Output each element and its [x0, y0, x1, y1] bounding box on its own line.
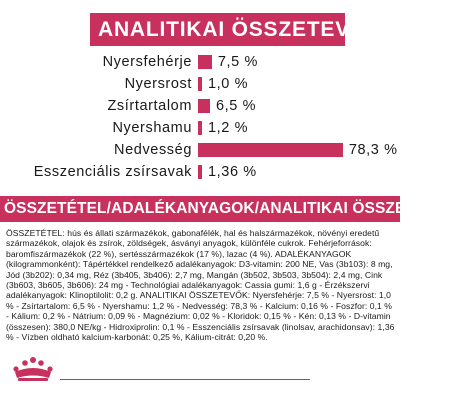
bar-fill	[198, 165, 202, 179]
bar-label: Nyersfehérje	[102, 54, 192, 70]
bar-label: Nyershamu	[112, 120, 192, 136]
bar-fill	[198, 77, 202, 91]
composition-paragraph: ÖSSZETÉTEL: hús és állati származékok, gabonafélék, hal és halszármazékok, növényi eredetű származékok, olajok és zsírok, zöldségek, ásványi anyagok, különféle cukrok. Fehérjeforrások: baromfiszármazékok (22 %), sertésszármazékok (17 %), lazac (4 %). ADALÉKANYAGOK (kilogrammonként): Tápértékkel rendelkező adalékanyagok: D3-vitamin: 200 NE, Vas (3b103): 8 mg, Jód (3b202): 0,34 mg, Réz (3b405, 3b406): 2,7 mg, Mangán (3b502, 3b503, 3b504): 2,4 mg, Cink (3b603, 3b605, 3b606): 24 mg - Technológiai adalékanyagok: Cassia gumi: 1,6 g - Érzékszervi adalékanyagok: Klinoptilolit: 0,2 g. ANALITIKAI ÖSSZETEVŐK: Nyersfehérje: 7,5 % - Nyersrost: 1,0 % - Zsírtartalom: 6,5 % - Nyershamu: 1,2 % - Nedvesség: 78,3 % - Kalcium: 0,16 % - Foszfor: 0,1 % - Kálium: 0,2 % - Nátrium: 0,09 % - Magnézium: 0,02 % - Kloridok: 0,15 % - Kén: 0,13 % - D-vitamin (összesen): 380,0 NE/kg - Hidroxiprolin: 0,1 % - Esszenciális zsírsavak (linolsav, arachidonsav): 1,36 % - Vízben oldható kalcium-karbonát: 0,25 %, Kálium-citrát: 0,20 %.	[6, 228, 395, 343]
bar-value: 78,3 %	[348, 142, 398, 158]
composition-text	[6, 228, 396, 342]
bar-value: 7,5 %	[217, 54, 258, 70]
bar-value: 1,2 %	[208, 120, 249, 136]
bar-row-fiber	[0, 74, 400, 94]
brand-footer	[10, 354, 310, 386]
crown-logo-icon	[10, 356, 56, 382]
bar-label: Nyersrost	[124, 76, 192, 92]
bar-fill	[198, 143, 343, 157]
bar-label: Nedvesség	[114, 142, 192, 158]
composition-header: ÖSSZETÉTEL/ADALÉKANYAGOK/ANALITIKAI ÖSSZETEVŐK	[0, 196, 400, 222]
bar-row-fatty-acids	[0, 162, 400, 182]
analytics-bar-chart	[0, 48, 400, 183]
bar-fill	[198, 55, 212, 69]
bar-label: Esszenciális zsírsavak	[33, 164, 192, 180]
bar-value: 6,5 %	[216, 98, 257, 114]
bar-fill	[198, 99, 210, 113]
bar-row-moisture	[0, 140, 400, 160]
bar-row-fat	[0, 96, 400, 116]
bar-row-protein	[0, 52, 400, 72]
bar-label: Zsírtartalom	[107, 98, 192, 114]
bar-value: 1,0 %	[208, 76, 249, 92]
bar-row-ash	[0, 118, 400, 138]
bar-fill	[198, 121, 202, 135]
footer-divider	[60, 379, 310, 380]
bar-value: 1,36 %	[208, 164, 257, 180]
analytics-header: ANALITIKAI ÖSSZETEVŐK	[90, 13, 345, 46]
